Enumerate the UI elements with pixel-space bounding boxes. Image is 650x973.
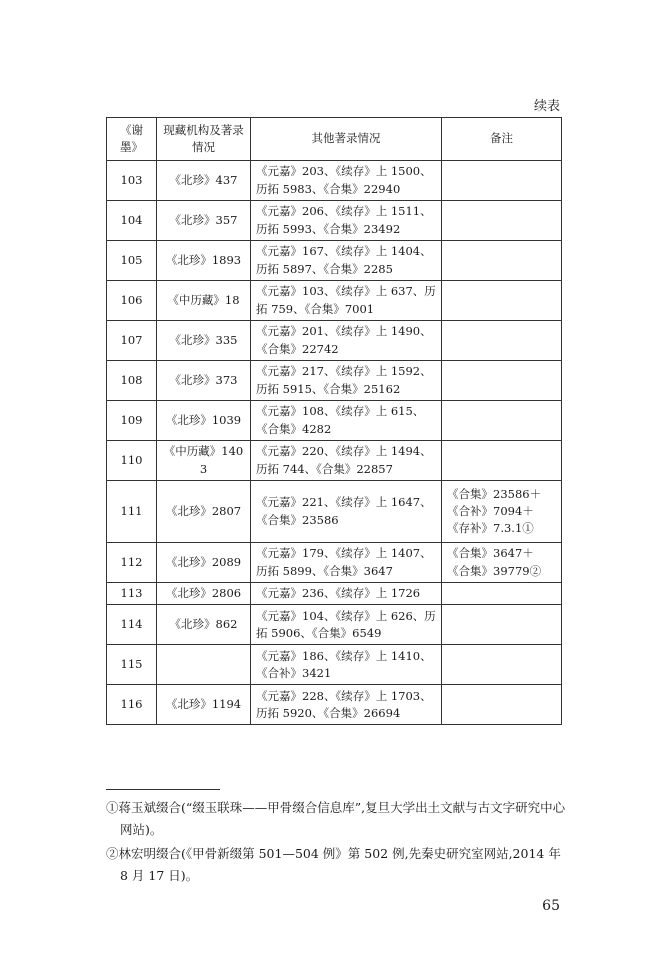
row-other-records: 《元嘉》179、《续存》上 1407、历拓 5899、《合集》3647 <box>251 543 442 583</box>
table-row <box>107 481 562 543</box>
row-note <box>442 321 562 361</box>
footnote-rule <box>106 789 220 790</box>
row-collection: 《北珍》2089 <box>157 543 251 583</box>
row-note: 《合集》23586＋《合补》7094＋《存补》7.3.1① <box>442 481 562 543</box>
table-header-row <box>107 118 562 161</box>
row-number: 116 <box>107 685 157 725</box>
row-number: 111 <box>107 481 157 543</box>
row-other-records: 《元嘉》206、《续存》上 1511、历拓 5993、《合集》23492 <box>251 201 442 241</box>
row-other-records: 《元嘉》228、《续存》上 1703、历拓 5920、《合集》26694 <box>251 685 442 725</box>
table-row <box>107 281 562 321</box>
row-number: 108 <box>107 361 157 401</box>
row-note <box>442 281 562 321</box>
row-other-records: 《元嘉》103、《续存》上 637、历拓 759、《合集》7001 <box>251 281 442 321</box>
row-note <box>442 685 562 725</box>
row-note: 《合集》3647＋《合集》39779② <box>442 543 562 583</box>
row-collection: 《北珍》2807 <box>157 481 251 543</box>
row-collection: 《北珍》1194 <box>157 685 251 725</box>
row-number: 103 <box>107 161 157 201</box>
row-collection <box>157 645 251 685</box>
row-other-records: 《元嘉》220、《续存》上 1494、历拓 744、《合集》22857 <box>251 441 442 481</box>
row-other-records: 《元嘉》108、《续存》上 615、《合集》4282 <box>251 401 442 441</box>
table-body <box>107 161 562 725</box>
header-collection: 现藏机构及著录情况 <box>157 118 251 161</box>
table-row <box>107 441 562 481</box>
row-note <box>442 401 562 441</box>
row-number: 106 <box>107 281 157 321</box>
row-number: 113 <box>107 583 157 605</box>
row-other-records: 《元嘉》236、《续存》上 1726 <box>251 583 442 605</box>
row-number: 115 <box>107 645 157 685</box>
header-xiemo: 《谢墨》 <box>107 118 157 161</box>
row-collection: 《北珍》357 <box>157 201 251 241</box>
row-note <box>442 645 562 685</box>
row-note <box>442 583 562 605</box>
row-number: 112 <box>107 543 157 583</box>
row-collection: 《北珍》335 <box>157 321 251 361</box>
page-number: 65 <box>542 898 560 914</box>
row-number: 104 <box>107 201 157 241</box>
row-note <box>442 241 562 281</box>
table-row <box>107 401 562 441</box>
row-collection: 《北珍》437 <box>157 161 251 201</box>
row-other-records: 《元嘉》104、《续存》上 626、历拓 5906、《合集》6549 <box>251 605 442 645</box>
footnote-1: ①蒋玉斌缀合(“缀玉联珠——甲骨缀合信息库”,复旦大学出土文献与古文字研究中心网站)。 <box>106 800 566 837</box>
row-note <box>442 605 562 645</box>
row-collection: 《中历藏》18 <box>157 281 251 321</box>
row-other-records: 《元嘉》203、《续存》上 1500、历拓 5983、《合集》22940 <box>251 161 442 201</box>
row-collection: 《北珍》373 <box>157 361 251 401</box>
table-row <box>107 605 562 645</box>
row-note <box>442 201 562 241</box>
table-row <box>107 201 562 241</box>
row-other-records: 《元嘉》201、《续存》上 1490、《合集》22742 <box>251 321 442 361</box>
row-collection: 《北珍》1893 <box>157 241 251 281</box>
row-other-records: 《元嘉》221、《续存》上 1647、《合集》23586 <box>251 481 442 543</box>
row-number: 114 <box>107 605 157 645</box>
header-notes: 备注 <box>442 118 562 161</box>
table-row <box>107 543 562 583</box>
table-row <box>107 583 562 605</box>
row-number: 105 <box>107 241 157 281</box>
header-other-records: 其他著录情况 <box>251 118 442 161</box>
table-row <box>107 321 562 361</box>
footnotes <box>106 797 566 889</box>
row-note <box>442 361 562 401</box>
row-collection: 《北珍》1039 <box>157 401 251 441</box>
table-row <box>107 161 562 201</box>
row-note <box>442 161 562 201</box>
row-other-records: 《元嘉》167、《续存》上 1404、历拓 5897、《合集》2285 <box>251 241 442 281</box>
row-note <box>442 441 562 481</box>
row-number: 109 <box>107 401 157 441</box>
footnote-2: ②林宏明缀合(《甲骨新缀第 501—504 例》第 502 例,先秦史研究室网站,2014 年 8 月 17 日)。 <box>106 845 561 883</box>
row-collection: 《北珍》862 <box>157 605 251 645</box>
continued-label: 续表 <box>533 99 560 114</box>
table-row <box>107 361 562 401</box>
row-number: 107 <box>107 321 157 361</box>
table-row <box>107 685 562 725</box>
row-other-records: 《元嘉》217、《续存》上 1592、历拓 5915、《合集》25162 <box>251 361 442 401</box>
table-row <box>107 645 562 685</box>
row-collection: 《北珍》2806 <box>157 583 251 605</box>
row-number: 110 <box>107 441 157 481</box>
row-other-records: 《元嘉》186、《续存》上 1410、《合补》3421 <box>251 645 442 685</box>
row-collection: 《中历藏》1403 <box>157 441 251 481</box>
record-table <box>106 117 562 725</box>
table-row <box>107 241 562 281</box>
